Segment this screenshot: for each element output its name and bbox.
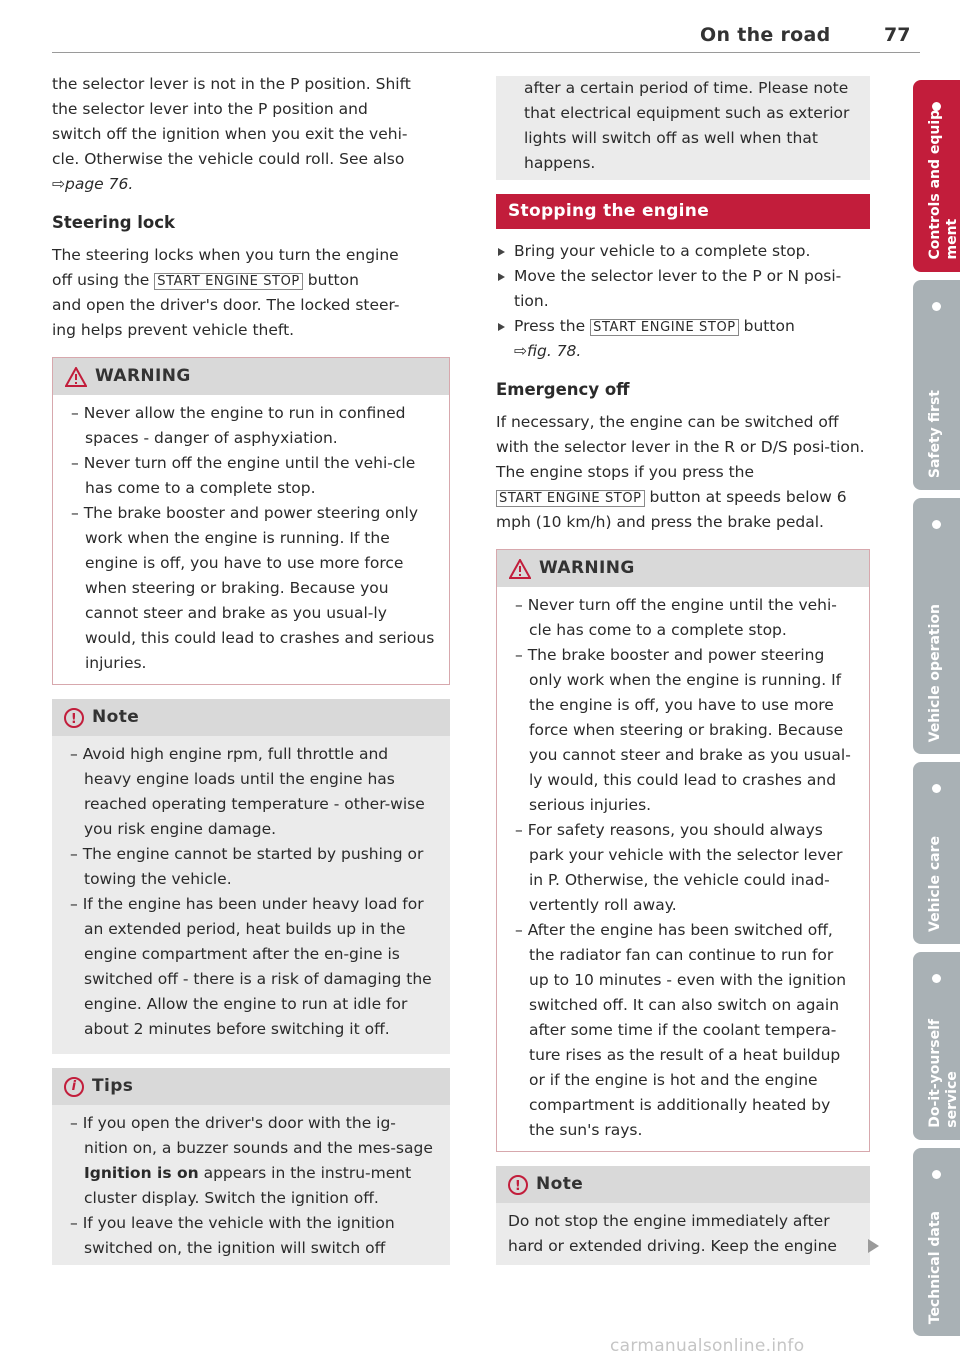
- warning-triangle-icon: [509, 559, 531, 579]
- warning-title: WARNING: [95, 366, 191, 386]
- note-box: [496, 1166, 870, 1265]
- stopping-engine-heading: Stopping the engine: [496, 194, 870, 229]
- tab-marker-icon: [932, 302, 941, 311]
- info-circle-icon: i: [64, 1077, 84, 1097]
- emergency-off-heading: Emergency off: [496, 380, 630, 399]
- step-item: Bring your vehicle to a complete stop.: [496, 239, 870, 264]
- tips-list: [64, 1111, 438, 1261]
- intro-line: switch off the ignition when you exit the vehi-: [52, 125, 408, 143]
- step-item: Press the START ENGINE STOP button ⇨fig. 78.: [496, 314, 870, 364]
- intro-line: the selector lever is not in the P position. Shift: [52, 75, 411, 93]
- right-column: [496, 76, 870, 1265]
- emergency-text: If necessary, the engine can be switched off with the selector lever in the R or D/S posi-tion. The engine stops if you press the START ENGINE STOP button at speeds below 6 mph (10 km/h) and press the brake pedal.: [496, 413, 865, 531]
- tab-label: Do-it-yourself service: [927, 1019, 960, 1128]
- warning-title: WARNING: [539, 558, 635, 578]
- tab-safety-first[interactable]: [913, 280, 960, 490]
- intro-line: cle. Otherwise the vehicle could roll. See also: [52, 150, 405, 168]
- steering-text: ing helps prevent vehicle theft.: [52, 321, 295, 339]
- list-item: – Avoid high engine rpm, full throttle and heavy engine loads until the engine has reached operating temperature - other-wise you risk engine damage.: [64, 742, 438, 842]
- exclamation-circle-icon: !: [508, 1175, 528, 1195]
- list-item: – The engine cannot be started by pushing or towing the vehicle.: [64, 842, 438, 892]
- tab-label: Technical data: [927, 1210, 943, 1324]
- warning-box: [496, 549, 870, 1152]
- list-item: – For safety reasons, you should always park your vehicle with the selector lever in P. Otherwise, the vehicle could inad-vertently roll away.: [509, 818, 857, 918]
- tab-vehicle-care[interactable]: [913, 762, 960, 944]
- list-item: – Never turn off the engine until the vehi-cle has come to a complete stop.: [509, 593, 857, 643]
- steering-lock-heading: Steering lock: [52, 213, 175, 232]
- header-rule: [52, 52, 920, 53]
- step-item: Move the selector lever to the P or N posi-tion.: [496, 264, 870, 314]
- warning-list: [65, 401, 437, 676]
- steering-text: and open the driver's door. The locked steer-: [52, 296, 400, 314]
- tab-technical-data[interactable]: [913, 1148, 960, 1336]
- tips-title: Tips: [92, 1076, 134, 1096]
- note-box: [52, 699, 450, 1054]
- list-item: – If you leave the vehicle with the ignition switched on, the ignition will switch off: [64, 1211, 438, 1261]
- list-item: – Never turn off the engine until the vehi-cle has come to a complete stop.: [65, 451, 437, 501]
- tips-header: [52, 1068, 450, 1105]
- tab-marker-icon: [932, 974, 941, 983]
- start-engine-stop-label: START ENGINE STOP: [154, 273, 303, 290]
- page-number: 77: [884, 24, 911, 46]
- tab-do-it-yourself-service[interactable]: [913, 952, 960, 1140]
- left-column: [52, 72, 450, 1265]
- tab-controls-and-equipment[interactable]: [913, 80, 960, 272]
- tab-marker-icon: [932, 1170, 941, 1179]
- figure-reference-link[interactable]: ⇨fig. 78.: [514, 342, 582, 360]
- section-title: On the road: [700, 24, 831, 46]
- continue-arrow-icon: [868, 1239, 879, 1253]
- steps-list: [496, 239, 870, 364]
- note-text: Do not stop the engine immediately after hard or extended driving. Keep the engine: [508, 1212, 837, 1255]
- steering-text: The steering locks when you turn the engine: [52, 246, 399, 264]
- page-reference-link[interactable]: ⇨page 76.: [52, 175, 134, 193]
- tab-vehicle-operation[interactable]: [913, 498, 960, 754]
- warning-header: [53, 358, 449, 395]
- tab-label: Safety first: [927, 389, 943, 478]
- list-item: – After the engine has been switched off, the radiator fan can continue to run for up to 10 minutes - even with the ignition switched off. It can also switch on again after some time if the coolant tempera-ture rises as the result of a heat buildup or if the engine is hot and the engine compartment is additionally heated by the sun's rays.: [509, 918, 857, 1143]
- list-item: – If you open the driver's door with the ig-nition on, a buzzer sounds and the mes-sage Ignition is on appears in the instru-ment cluster display. Switch the ignition off.: [64, 1111, 438, 1211]
- site-watermark: carmanualsonline.info: [610, 1336, 805, 1356]
- list-item: – If the engine has been under heavy load for an extended period, heat builds up in the engine compartment after the en-gine is switched off - there is a risk of damaging the engine. Allow the engine to run at idle for about 2 minutes before switching it off.: [64, 892, 438, 1042]
- warning-triangle-icon: [65, 367, 87, 387]
- tab-label: Vehicle operation: [927, 603, 943, 742]
- list-item: – Never allow the engine to run in confined spaces - danger of asphyxiation.: [65, 401, 437, 451]
- tab-label: Vehicle care: [927, 836, 943, 932]
- tab-marker-icon: [932, 784, 941, 793]
- note-header: [52, 699, 450, 736]
- exclamation-circle-icon: !: [64, 708, 84, 728]
- note-title: Note: [536, 1174, 584, 1194]
- warning-box: [52, 357, 450, 685]
- list-item: – The brake booster and power steering only work when the engine is running. If the engine is off, you have to use more force when steering or braking. Because you cannot steer and brake as you usual-ly would, this could lead to crashes and serious injuries.: [65, 501, 437, 676]
- list-item: – The brake booster and power steering only work when the engine is running. If the engine is off, you have to use more force when steering or braking. Because you cannot steer and brake as you usual-ly would, this could lead to crashes and serious injuries.: [509, 643, 857, 818]
- start-engine-stop-label: START ENGINE STOP: [590, 319, 739, 336]
- note-header: [496, 1166, 870, 1203]
- warning-list: [509, 593, 857, 1143]
- tab-marker-icon: [932, 520, 941, 529]
- tips-continuation: after a certain period of time. Please note that electrical equipment such as exterior lights will switch off as well when that happens.: [496, 76, 870, 180]
- tips-box: [52, 1068, 450, 1265]
- note-list: [64, 742, 438, 1042]
- intro-line: the selector lever into the P position and: [52, 100, 368, 118]
- note-title: Note: [92, 707, 140, 727]
- tab-label: Controls and equip- ment: [927, 104, 960, 260]
- warning-header: [497, 550, 869, 587]
- start-engine-stop-label: START ENGINE STOP: [496, 490, 645, 507]
- steering-text: off using the START ENGINE STOP button: [52, 271, 359, 289]
